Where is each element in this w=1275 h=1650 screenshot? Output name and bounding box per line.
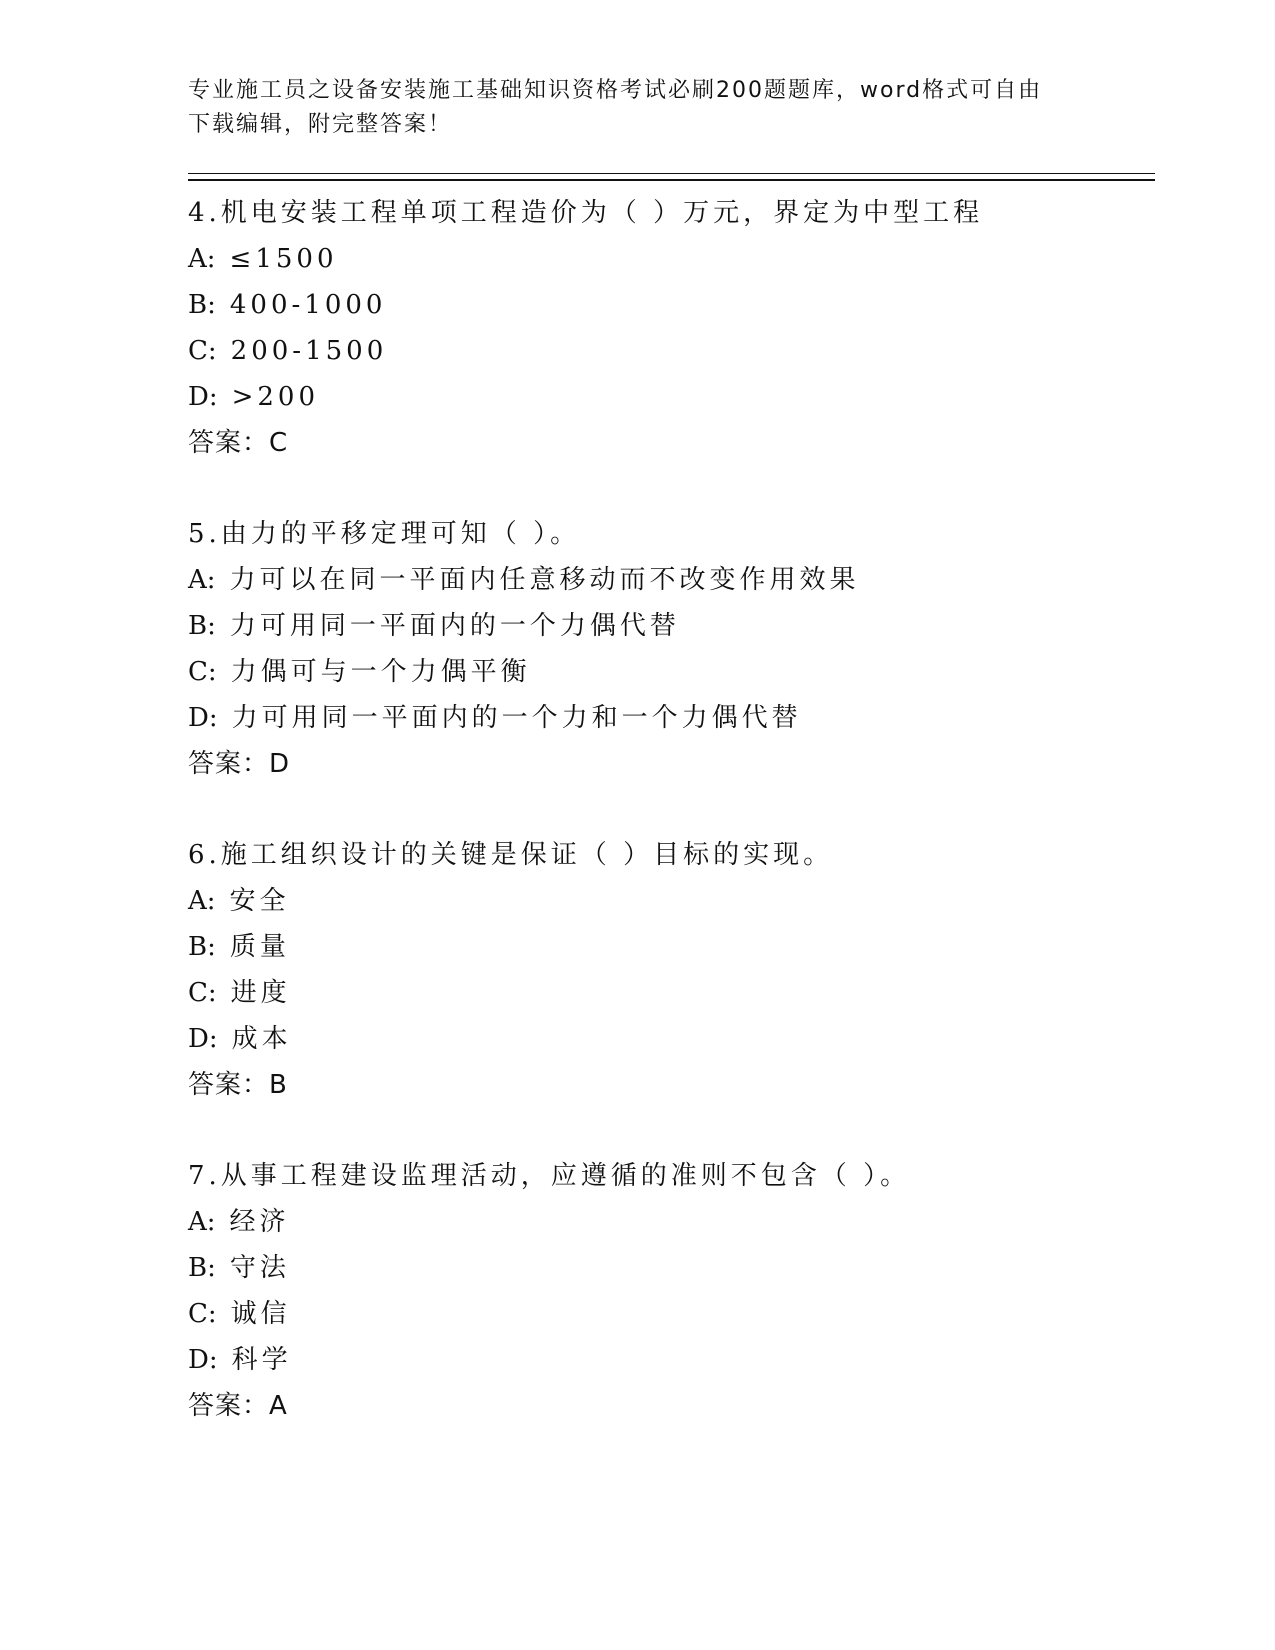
answer-line: 答案：A — [188, 1391, 288, 1421]
option-text: 力可用同一平面内的一个力偶代替 — [229, 611, 680, 641]
option-text: 经济 — [229, 1207, 290, 1237]
option-key: A: — [188, 886, 216, 916]
option-key: D: — [188, 1345, 218, 1375]
option-text: 诚信 — [230, 1299, 291, 1329]
option-c — [188, 328, 1155, 374]
option-text: 力偶可与一个力偶平衡 — [230, 657, 531, 687]
question-stem: 7.从事工程建设监理活动，应遵循的准则不包含（ ）。 — [188, 1161, 911, 1191]
option-d — [188, 695, 1155, 741]
header-divider-thick — [188, 179, 1155, 181]
option-key: A: — [188, 1207, 216, 1237]
option-b — [188, 924, 1155, 970]
option-key: B: — [188, 1253, 216, 1283]
option-text: 守法 — [229, 1253, 290, 1283]
option-key: C: — [188, 978, 217, 1008]
option-d — [188, 1337, 1155, 1383]
option-key: B: — [188, 290, 216, 320]
option-key: C: — [188, 336, 217, 366]
option-text: 200-1500 — [230, 336, 388, 366]
header-line-1: 专业施工员之设备安装施工基础知识资格考试必刷200题题库，word格式可自由 — [188, 78, 1043, 103]
option-key: D: — [188, 703, 218, 733]
option-a — [188, 878, 1155, 924]
question-list — [188, 190, 1155, 1474]
option-a — [188, 1199, 1155, 1245]
header-line-2: 下载编辑，附完整答案！ — [188, 112, 453, 137]
option-text: 力可以在同一平面内任意移动而不改变作用效果 — [229, 565, 860, 595]
option-a — [188, 557, 1155, 603]
option-d — [188, 374, 1155, 420]
option-c — [188, 1291, 1155, 1337]
question-stem: 5.由力的平移定理可知（ ）。 — [188, 519, 581, 549]
option-a — [188, 236, 1155, 282]
option-b — [188, 603, 1155, 649]
question-stem: 4.机电安装工程单项工程造价为（ ）万元，界定为中型工程 — [188, 198, 984, 228]
question-6 — [188, 832, 1155, 1108]
option-b — [188, 1245, 1155, 1291]
question-4 — [188, 190, 1155, 466]
option-text: 进度 — [230, 978, 291, 1008]
option-key: A: — [188, 244, 216, 274]
document-header — [188, 74, 1088, 142]
answer-line: 答案：D — [188, 749, 291, 779]
option-text: 力可用同一平面内的一个力和一个力偶代替 — [231, 703, 802, 733]
option-text: 安全 — [229, 886, 290, 916]
option-key: B: — [188, 611, 216, 641]
option-key: A: — [188, 565, 216, 595]
option-key: D: — [188, 1024, 218, 1054]
header-divider-thin — [188, 173, 1155, 174]
question-5 — [188, 511, 1155, 787]
option-text: >200 — [231, 382, 320, 412]
option-c — [188, 649, 1155, 695]
option-key: C: — [188, 1299, 217, 1329]
option-text: 成本 — [231, 1024, 292, 1054]
option-key: D: — [188, 382, 218, 412]
option-key: B: — [188, 932, 216, 962]
question-7 — [188, 1153, 1155, 1429]
answer-line: 答案：B — [188, 1070, 288, 1100]
option-b — [188, 282, 1155, 328]
option-text: ≤1500 — [229, 244, 338, 274]
option-text: 质量 — [229, 932, 290, 962]
question-stem: 6.施工组织设计的关键是保证（ ）目标的实现。 — [188, 840, 834, 870]
option-c — [188, 970, 1155, 1016]
option-text: 400-1000 — [229, 290, 387, 320]
answer-line: 答案：C — [188, 428, 289, 458]
option-text: 科学 — [231, 1345, 292, 1375]
option-d — [188, 1016, 1155, 1062]
option-key: C: — [188, 657, 217, 687]
